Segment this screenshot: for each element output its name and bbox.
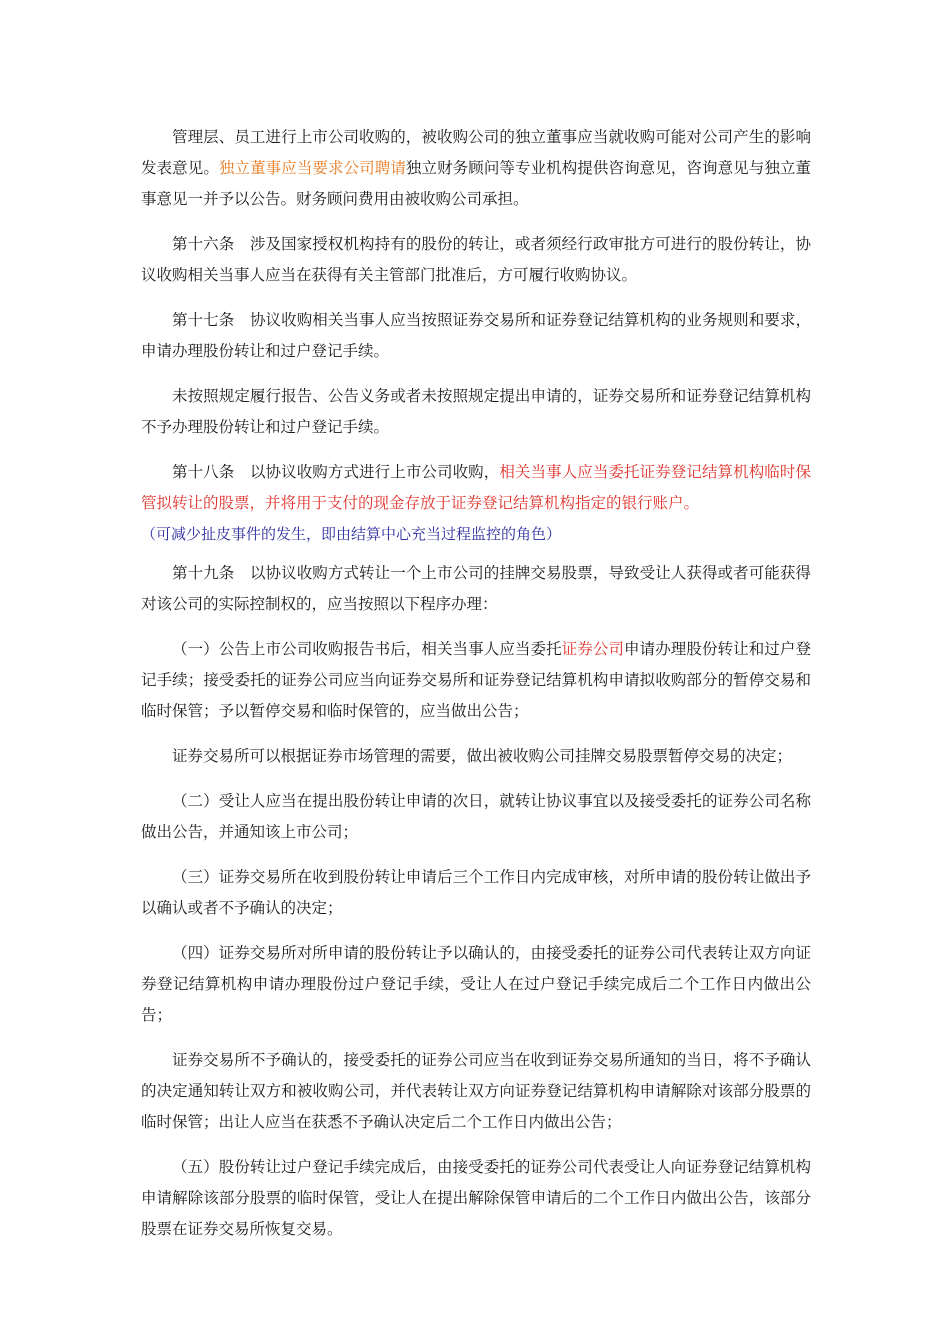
paragraph-text: 证券交易所不予确认的，接受委托的证券公司应当在收到证券交易所通知的当日，将不予确认的决定通知转让双方和被收购公司，并代表转让双方向证券登记结算机构申请解除对该部分股票的临时保管；出让人应当在获悉不予确认决定后二个工作日内做出公告； (141, 1051, 811, 1131)
paragraph-text: （二）受让人应当在提出股份转让申请的次日，就转让协议事宜以及接受委托的证券公司名称做出公告，并通知该上市公司； (141, 792, 811, 841)
paragraph-text: 证券交易所可以根据证券市场管理的需要，做出被收购公司挂牌交易股票暂停交易的决定； (172, 747, 793, 765)
procedure-item-2 (141, 786, 811, 848)
article-17 (141, 305, 811, 367)
paragraph-text: （五）股份转让过户登记手续完成后，由接受委托的证券公司代表受让人向证券登记结算机构申请解除该部分股票的临时保管，受让人在提出解除保管申请后的二个工作日内做出公告，该部分股票在证券交易所恢复交易。 (141, 1158, 811, 1238)
procedure-item-3 (141, 862, 811, 924)
paragraph-text: 独立财务顾问等专业机构提供咨询意见，咨询意见与独立董事意见一并予以公告。财务顾问费用由被收购公司承担。 (141, 159, 811, 208)
procedure-item-4 (141, 938, 811, 1031)
article-19 (141, 558, 811, 620)
paragraph-text: 管理层、员工进行上市公司收购的，被收购公司的独立董事应当就收购可能对公司产生的影响发表意见。 (141, 128, 811, 177)
article-text: 协议收购相关当事人应当按照证券交易所和证券登记结算机构的业务规则和要求，申请办理股份转让和过户登记手续。 (141, 311, 811, 360)
article-number: 第十八条 (172, 463, 235, 481)
paragraph-text: （四）证券交易所对所申请的股份转让予以确认的，由接受委托的证券公司代表转让双方向证券登记结算机构申请办理股份过户登记手续，受让人在过户登记手续完成后二个工作日内做出公告； (141, 944, 811, 1024)
annotation-note: （可减少扯皮事件的发生，即由结算中心充当过程监控的角色） (141, 525, 562, 543)
paragraph-mbo-independent-directors (141, 122, 811, 215)
article-number: 第十六条 (172, 235, 235, 253)
paragraph-text: 申请办理股份转让和过户登记手续；接受委托的证券公司应当向证券交易所和证券登记结算机构申请拟收购部分的暂停交易和临时保管；予以暂停交易和临时保管的，应当做出公告； (141, 640, 811, 720)
procedure-item-4-note (141, 1045, 811, 1138)
article-number: 第十七条 (172, 311, 235, 329)
highlight-text-orange: 独立董事应当要求公司聘请 (218, 159, 406, 177)
paragraph-text: 未按照规定履行报告、公告义务或者未按照规定提出申请的，证券交易所和证券登记结算机构不予办理股份转让和过户登记手续。 (141, 387, 811, 436)
article-18 (141, 457, 811, 550)
article-number: 第十九条 (172, 564, 235, 582)
procedure-item-5 (141, 1152, 811, 1245)
paragraph-text: （三）证券交易所在收到股份转让申请后三个工作日内完成审核，对所申请的股份转让做出予以确认或者不予确认的决定； (141, 868, 811, 917)
article-16 (141, 229, 811, 291)
highlight-text-red: 证券公司 (561, 640, 625, 658)
article-text: 以协议收购方式转让一个上市公司的挂牌交易股票，导致受让人获得或者可能获得对该公司的实际控制权的，应当按照以下程序办理： (141, 564, 811, 613)
article-text: 以协议收购方式进行上市公司收购， (249, 463, 500, 481)
document-body (141, 122, 811, 1259)
procedure-item-1 (141, 634, 811, 727)
article-17-paragraph-2 (141, 381, 811, 443)
paragraph-text: （一）公告上市公司收购报告书后，相关当事人应当委托 (172, 640, 562, 658)
article-text: 涉及国家授权机构持有的股份的转让，或者须经行政审批方可进行的股份转让，协议收购相关当事人应当在获得有关主管部门批准后，方可履行收购协议。 (141, 235, 811, 284)
highlight-text-red: 相关当事人应当委托证券登记结算机构临时保管拟转让的股票，并将用于支付的现金存放于证券登记结算机构指定的银行账户。 (141, 463, 811, 512)
procedure-item-1-note (141, 741, 811, 772)
